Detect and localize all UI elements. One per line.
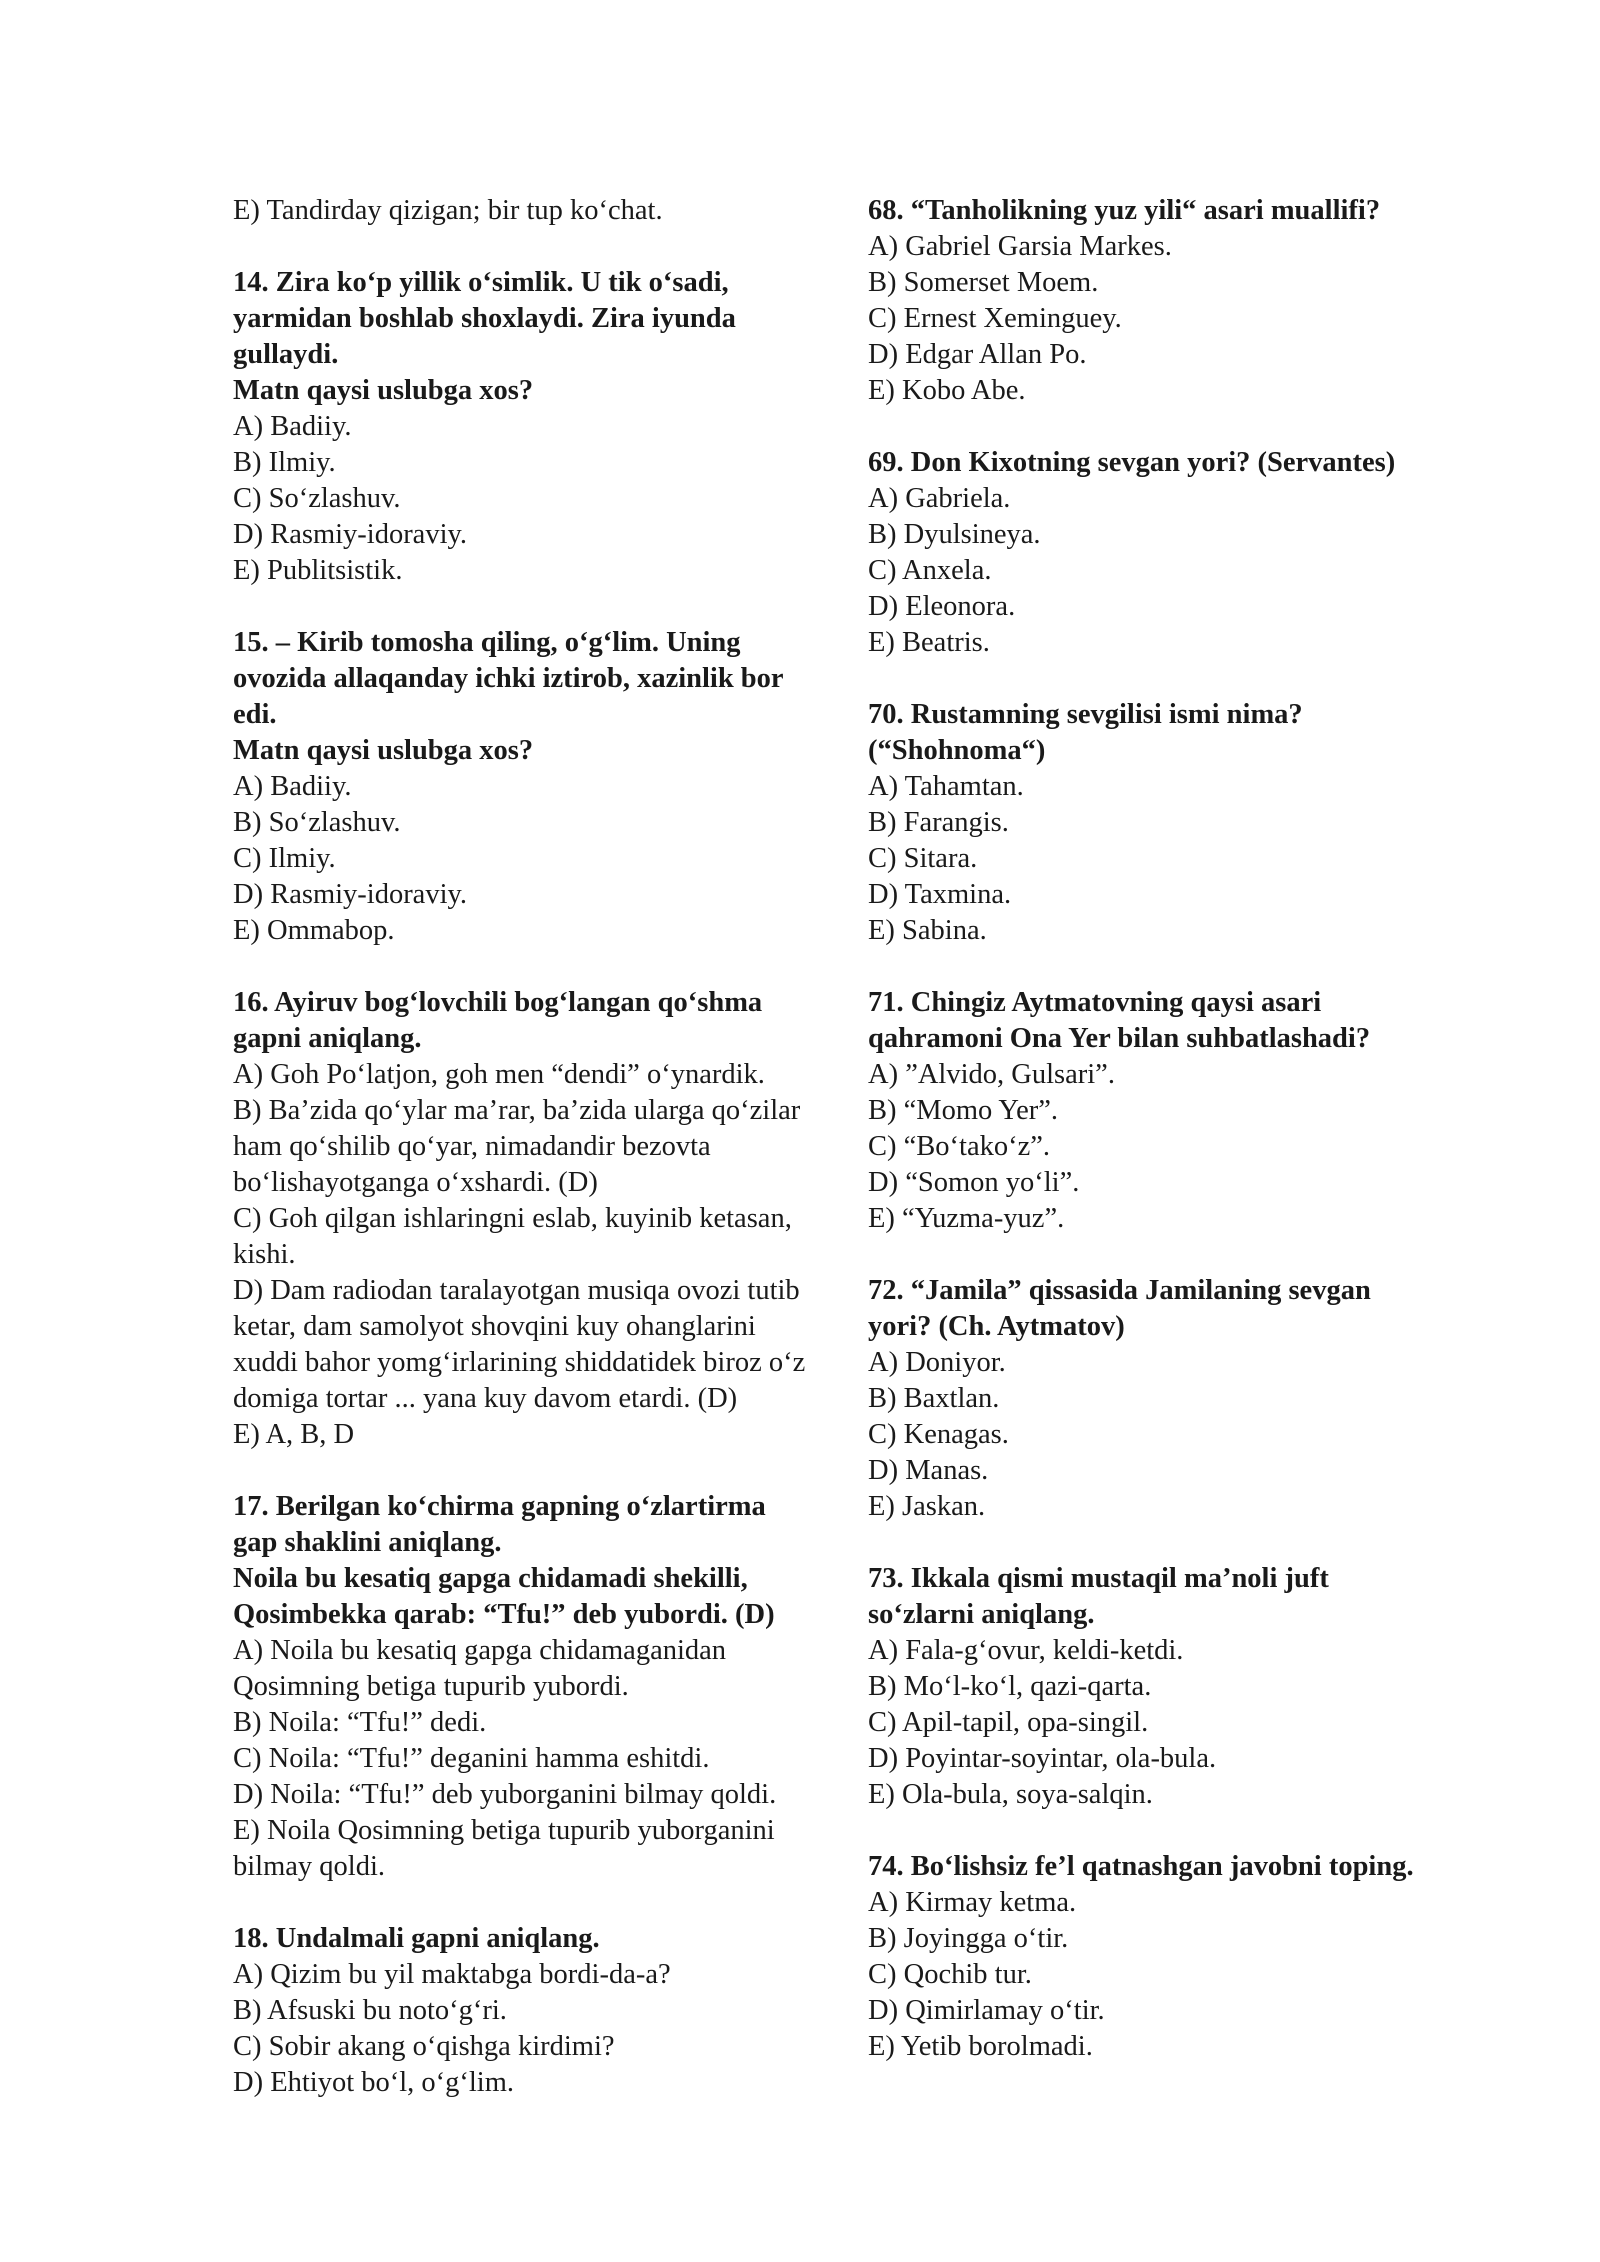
question-block — [868, 985, 1508, 1237]
question-block — [233, 1921, 863, 2101]
question-block — [233, 265, 863, 589]
question-block — [868, 1849, 1508, 2065]
answer-option-line: E) Publitsistik. — [233, 555, 403, 586]
answer-option-line: B) Dyulsineya. — [868, 519, 1041, 550]
answer-option-line: B) Ba’zida qo‘ylar ma’rar, ba’zida ularga qo‘zilar — [233, 1095, 801, 1126]
block-spacer — [868, 661, 1508, 697]
answer-option-line: C) Sobir akang o‘qishga kirdimi? — [233, 2031, 615, 2062]
answer-option-line: E) Ommabop. — [233, 915, 395, 946]
question-text-line: 70. Rustamning sevgilisi ismi nima? — [868, 699, 1303, 730]
answer-option-line: D) Poyintar-soyintar, ola-bula. — [868, 1743, 1217, 1774]
answer-option-line: A) Gabriela. — [868, 483, 1011, 514]
question-block — [868, 697, 1508, 949]
question-text-line: gapni aniqlang. — [233, 1023, 422, 1054]
question-text-line: edi. — [233, 699, 277, 730]
answer-option-line: B) Ilmiy. — [233, 447, 336, 478]
answer-option-line: E) Noila Qosimning betiga tupurib yuborganini — [233, 1815, 775, 1846]
answer-option-line: B) Farangis. — [868, 807, 1009, 838]
answer-option-line: D) Eleonora. — [868, 591, 1016, 622]
answer-option-line: A) Badiiy. — [233, 771, 352, 802]
question-text-line: Matn qaysi uslubga xos? — [233, 375, 534, 406]
answer-option-line: C) Ilmiy. — [233, 843, 336, 874]
right-column — [868, 193, 1508, 2065]
question-text-line: 16. Ayiruv bog‘lovchili bog‘langan qo‘shma — [233, 987, 763, 1018]
answer-option-line: E) “Yuzma-yuz”. — [868, 1203, 1065, 1234]
question-text-line: yarmidan boshlab shoxlaydi. Zira iyunda — [233, 303, 736, 334]
block-spacer — [868, 1813, 1508, 1849]
answer-option-line: domiga tortar ... yana kuy davom etardi. (D) — [233, 1383, 738, 1414]
question-text-line: 69. Don Kixotning sevgan yori? (Servantes) — [868, 447, 1396, 478]
question-block — [868, 1561, 1508, 1813]
answer-option-line: E) Tandirday qizigan; bir tup ko‘chat. — [233, 195, 663, 226]
left-column — [233, 193, 863, 2101]
answer-option-line: D) Noila: “Tfu!” deb yuborganini bilmay qoldi. — [233, 1779, 777, 1810]
question-text-line: 71. Chingiz Aytmatovning qaysi asari — [868, 987, 1322, 1018]
question-text-line: yori? (Ch. Aytmatov) — [868, 1311, 1125, 1342]
answer-option-line: D) Rasmiy-idoraviy. — [233, 519, 468, 550]
answer-option-line: E) Yetib borolmadi. — [868, 2031, 1093, 2062]
question-text-line: 73. Ikkala qismi mustaqil ma’noli juft — [868, 1563, 1329, 1594]
block-spacer — [233, 229, 863, 265]
answer-option-line: kishi. — [233, 1239, 296, 1270]
answer-option-line: D) Rasmiy-idoraviy. — [233, 879, 468, 910]
answer-option-line: C) “Bo‘tako‘z”. — [868, 1131, 1051, 1162]
answer-option-line: C) Qochib tur. — [868, 1959, 1032, 1990]
question-text-line: (“Shohnoma“) — [868, 735, 1046, 766]
answer-option-line: C) Noila: “Tfu!” deganini hamma eshitdi. — [233, 1743, 710, 1774]
answer-option-line: A) Qizim bu yil maktabga bordi-da-a? — [233, 1959, 671, 1990]
answer-option-line: A) Fala-g‘ovur, keldi-ketdi. — [868, 1635, 1184, 1666]
answer-option-line: B) Mo‘l-ko‘l, qazi-qarta. — [868, 1671, 1152, 1702]
question-text-line: Noila bu kesatiq gapga chidamadi shekilli, — [233, 1563, 748, 1594]
answer-option-line: B) So‘zlashuv. — [233, 807, 401, 838]
block-spacer — [233, 589, 863, 625]
answer-option-line: C) Sitara. — [868, 843, 978, 874]
block-spacer — [233, 1453, 863, 1489]
question-text-line: 17. Berilgan ko‘chirma gapning o‘zlartirma — [233, 1491, 766, 1522]
answer-option-line: B) “Momo Yer”. — [868, 1095, 1058, 1126]
answer-option-line: C) Apil-tapil, opa-singil. — [868, 1707, 1149, 1738]
block-spacer — [233, 949, 863, 985]
question-block — [233, 625, 863, 949]
answer-option-line: A) Kirmay ketma. — [868, 1887, 1077, 1918]
answer-option-line: D) Dam radiodan taralayotgan musiqa ovozi tutib — [233, 1275, 800, 1306]
block-spacer — [868, 409, 1508, 445]
question-block — [868, 1273, 1508, 1525]
question-block — [868, 193, 1508, 409]
answer-option-line: bilmay qoldi. — [233, 1851, 385, 1882]
question-text-line: 14. Zira ko‘p yillik o‘simlik. U tik o‘sadi, — [233, 267, 729, 298]
question-text-line: so‘zlarni aniqlang. — [868, 1599, 1095, 1630]
answer-option-line: C) So‘zlashuv. — [233, 483, 401, 514]
answer-option-line: A) Goh Po‘latjon, goh men “dendi” o‘ynardik. — [233, 1059, 765, 1090]
answer-option-line: C) Goh qilgan ishlaringni eslab, kuyinib ketasan, — [233, 1203, 792, 1234]
question-text-line: 15. – Kirib tomosha qiling, o‘g‘lim. Uning — [233, 627, 741, 658]
answer-option-line: E) Ola-bula, soya-salqin. — [868, 1779, 1153, 1810]
answer-option-line: C) Kenagas. — [868, 1419, 1009, 1450]
answer-option-line: B) Somerset Moem. — [868, 267, 1099, 298]
question-text-line: gullaydi. — [233, 339, 339, 370]
answer-option-line: ketar, dam samolyot shovqini kuy ohanglarini — [233, 1311, 756, 1342]
answer-option-line: D) Taxmina. — [868, 879, 1012, 910]
answer-option-line: E) Kobo Abe. — [868, 375, 1026, 406]
question-text-line: Matn qaysi uslubga xos? — [233, 735, 534, 766]
answer-option-line: B) Noila: “Tfu!” dedi. — [233, 1707, 487, 1738]
question-block — [233, 193, 863, 229]
question-text-line: 74. Bo‘lishsiz fe’l qatnashgan javobni toping. — [868, 1851, 1414, 1882]
question-block — [868, 445, 1508, 661]
block-spacer — [233, 1885, 863, 1921]
answer-option-line: E) Jaskan. — [868, 1491, 986, 1522]
answer-option-line: B) Baxtlan. — [868, 1383, 1000, 1414]
answer-option-line: D) Ehtiyot bo‘l, o‘g‘lim. — [233, 2067, 515, 2098]
question-text-line: ovozida allaqanday ichki iztirob, xazinlik bor — [233, 663, 784, 694]
answer-option-line: A) Badiiy. — [233, 411, 352, 442]
block-spacer — [868, 949, 1508, 985]
answer-option-line: E) Beatris. — [868, 627, 990, 658]
question-text-line: qahramoni Ona Yer bilan suhbatlashadi? — [868, 1023, 1371, 1054]
answer-option-line: bo‘lishayotganga o‘xshardi. (D) — [233, 1167, 598, 1198]
question-block — [233, 1489, 863, 1885]
answer-option-line: D) “Somon yo‘li”. — [868, 1167, 1080, 1198]
answer-option-line: E) Sabina. — [868, 915, 987, 946]
answer-option-line: B) Afsuski bu noto‘g‘ri. — [233, 1995, 507, 2026]
answer-option-line: A) Tahamtan. — [868, 771, 1024, 802]
answer-option-line: A) Noila bu kesatiq gapga chidamaganidan — [233, 1635, 727, 1666]
answer-option-line: E) A, B, D — [233, 1419, 355, 1450]
answer-option-line: A) Doniyor. — [868, 1347, 1006, 1378]
answer-option-line: ham qo‘shilib qo‘yar, nimadandir bezovta — [233, 1131, 711, 1162]
question-text-line: 72. “Jamila” qissasida Jamilaning sevgan — [868, 1275, 1371, 1306]
answer-option-line: D) Manas. — [868, 1455, 989, 1486]
question-text-line: 68. “Tanholikning yuz yili“ asari muallifi? — [868, 195, 1381, 226]
answer-option-line: A) Gabriel Garsia Markes. — [868, 231, 1172, 262]
answer-option-line: C) Anxela. — [868, 555, 992, 586]
question-text-line: 18. Undalmali gapni aniqlang. — [233, 1923, 600, 1954]
answer-option-line: D) Qimirlamay o‘tir. — [868, 1995, 1105, 2026]
question-text-line: Qosimbekka qarab: “Tfu!” deb yubordi. (D) — [233, 1599, 775, 1630]
question-block — [233, 985, 863, 1453]
answer-option-line: C) Ernest Xeminguey. — [868, 303, 1122, 334]
answer-option-line: A) ”Alvido, Gulsari”. — [868, 1059, 1115, 1090]
answer-option-line: xuddi bahor yomg‘irlarining shiddatidek biroz o‘z — [233, 1347, 806, 1378]
block-spacer — [868, 1237, 1508, 1273]
block-spacer — [868, 1525, 1508, 1561]
answer-option-line: D) Edgar Allan Po. — [868, 339, 1087, 370]
answer-option-line: Qosimning betiga tupurib yubordi. — [233, 1671, 629, 1702]
answer-option-line: B) Joyingga o‘tir. — [868, 1923, 1069, 1954]
question-text-line: gap shaklini aniqlang. — [233, 1527, 502, 1558]
